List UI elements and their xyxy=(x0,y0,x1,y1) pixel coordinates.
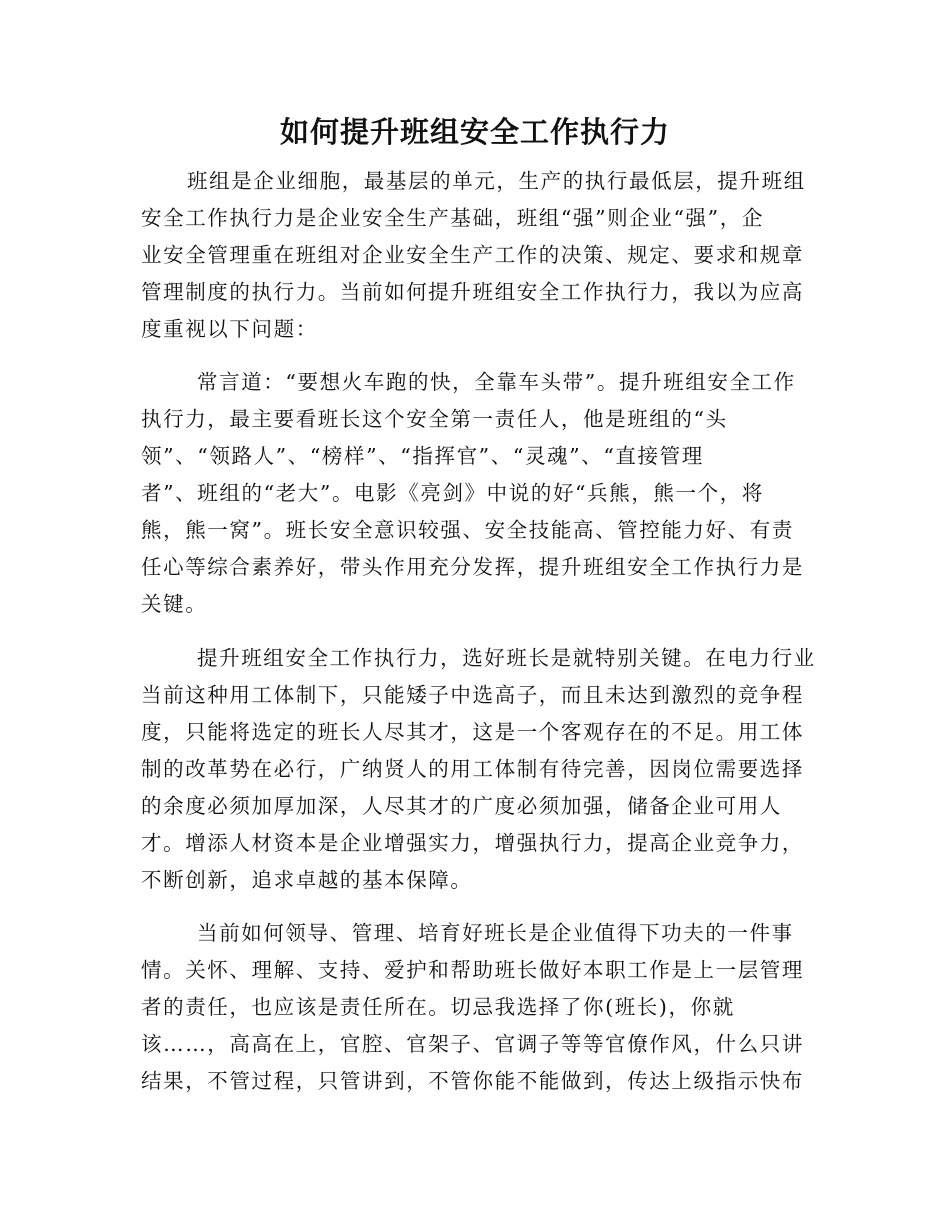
paragraph-1 xyxy=(141,163,811,348)
paragraph-line: 该……，高高在上，官腔、官架子、官调子等等官僚作风，什么只讲 xyxy=(141,1032,804,1056)
paragraph-line: 当前如何领导、管理、培育好班长是企业值得下功夫的一件事 xyxy=(197,921,794,945)
paragraph-line: 管理制度的执行力。当前如何提升班组安全工作执行力，我以为应高 xyxy=(141,280,804,304)
paragraph-line: 班组是企业细胞，最基层的单元，生产的执行最低层，提升班组 xyxy=(187,169,806,193)
paragraph-line: 度，只能将选定的班长人尽其才，这是一个客观存在的不足。用工体 xyxy=(141,720,804,744)
paragraph-line: 结果，不管过程，只管讲到，不管你能不能做到，传达上级指示快布 xyxy=(141,1069,804,1093)
paragraph-line: 者”、班组的“老大”。电影《亮剑》中说的好“兵熊，熊一个，将 xyxy=(141,481,764,505)
paragraph-line: 度重视以下问题： xyxy=(141,317,318,341)
paragraph-line: 任心等综合素养好，带头作用充分发挥，提升班组安全工作执行力是 xyxy=(141,555,804,579)
paragraph-line: 提升班组安全工作执行力，选好班长是就特别关键。在电力行业 xyxy=(197,646,816,670)
paragraph-line: 业安全管理重在班组对企业安全生产工作的决策、规定、要求和规章 xyxy=(141,243,804,267)
paragraph-line: 的余度必须加厚加深，人尽其才的广度必须加强，储备企业可用人 xyxy=(141,794,782,818)
paragraph-line: 熊，熊一窝”。班长安全意识较强、安全技能高、管控能力好、有责 xyxy=(141,518,794,542)
paragraph-2 xyxy=(141,364,811,623)
paragraph-line: 当前这种用工体制下，只能矮子中选高子，而且未达到激烈的竞争程 xyxy=(141,683,804,707)
paragraph-line: 情。关怀、理解、支持、爱护和帮助班长做好本职工作是上一层管理 xyxy=(141,958,804,982)
paragraph-line: 执行力，最主要看班长这个安全第一责任人，他是班组的“头 xyxy=(141,407,728,431)
paragraph-line: 制的改革势在必行，广纳贤人的用工体制有待完善，因岗位需要选择 xyxy=(141,757,804,781)
paragraph-3 xyxy=(141,640,816,899)
document-title: 如何提升班组安全工作执行力 xyxy=(279,115,670,149)
paragraph-line: 才。增添人材资本是企业增强实力，增强执行力，提高企业竞争力， xyxy=(141,831,804,855)
paragraph-line: 不断创新，追求卓越的基本保障。 xyxy=(141,868,473,892)
paragraph-line: 关键。 xyxy=(141,592,208,616)
paragraph-4 xyxy=(141,915,811,1100)
paragraph-line: 者的责任，也应该是责任所在。切忌我选择了你(班长)，你就 xyxy=(141,995,735,1019)
paragraph-line: 领”、“领路人”、“榜样”、“指挥官”、“灵魂”、“直接管理 xyxy=(141,444,704,468)
paragraph-line: 常言道：“要想火车跑的快，全靠车头带”。提升班组安全工作 xyxy=(197,370,796,394)
paragraph-line: 安全工作执行力是企业安全生产基础，班组“强”则企业“强”，企 xyxy=(141,206,764,230)
